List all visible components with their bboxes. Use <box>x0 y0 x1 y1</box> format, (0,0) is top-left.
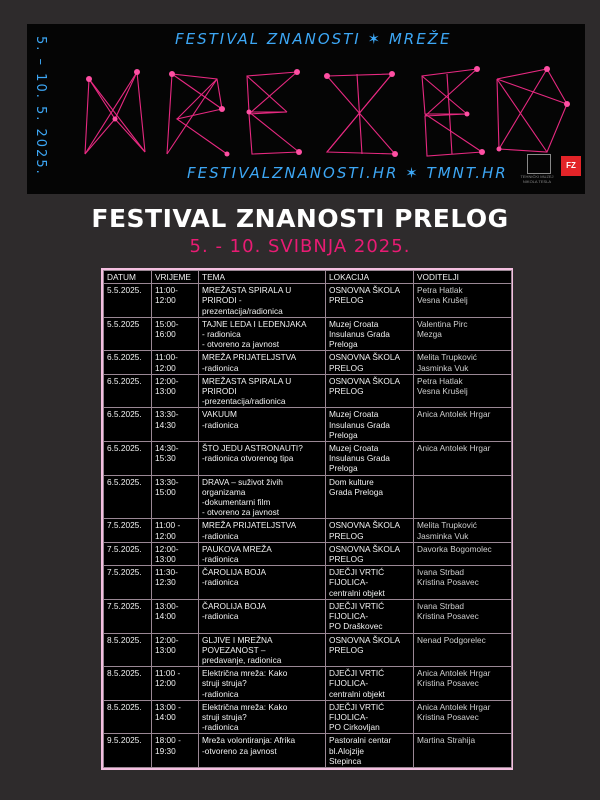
table-row <box>104 700 512 734</box>
cell-lokacija: Muzej Croata Insulanus Grada Preloga <box>326 408 414 442</box>
cell-datum: 5.5.2025 <box>104 317 152 351</box>
cell-vrijeme: 13:30- 15:00 <box>152 475 199 519</box>
cell-voditelji: Melita Trupković Jasminka Vuk <box>414 519 512 542</box>
table-row <box>104 734 512 768</box>
cell-vrijeme: 13:00- 14:00 <box>152 599 199 633</box>
cell-voditelji: Davorka Bogomolec <box>414 542 512 565</box>
cell-tema: MREŽASTA SPIRALA U PRIRODI -prezentacija/radionica <box>199 374 326 408</box>
cell-tema: VAKUUM -radionica <box>199 408 326 442</box>
cell-vrijeme: 12:00- 13:00 <box>152 374 199 408</box>
cell-datum: 6.5.2025. <box>104 408 152 442</box>
banner-bottom-text: FESTIVALZNANOSTI.HR ✶ TMNT.HR <box>187 164 508 182</box>
cell-voditelji: Ivana Strbad Kristina Posavec <box>414 566 512 600</box>
cell-lokacija: OSNOVNA ŠKOLA PRELOG <box>326 284 414 318</box>
cell-lokacija: OSNOVNA ŠKOLA PRELOG <box>326 374 414 408</box>
cell-voditelji: Nenad Podgorelec <box>414 633 512 667</box>
table-row <box>104 374 512 408</box>
cell-tema: MREŽASTA SPIRALA U PRIRODI - prezentacija/radionica <box>199 284 326 318</box>
header-lokacija: LOKACIJA <box>326 271 414 284</box>
cell-tema: ŠTO JEDU ASTRONAUTI? -radionica otvorenog tipa <box>199 442 326 476</box>
cell-tema: PAUKOVA MREŽA -radionica <box>199 542 326 565</box>
cell-datum: 6.5.2025. <box>104 442 152 476</box>
festival-logo-icon: FZ <box>561 156 581 176</box>
cell-vrijeme: 12:00- 13:00 <box>152 633 199 667</box>
cell-tema: Mreža volontiranja: Afrika -otvoreno za javnost <box>199 734 326 768</box>
cell-lokacija: OSNOVNA ŠKOLA PRELOG <box>326 519 414 542</box>
cell-voditelji: Petra Hatlak Vesna Krušelj <box>414 374 512 408</box>
page-subtitle: 5. - 10. SVIBNJA 2025. <box>189 236 411 257</box>
table-row <box>104 351 512 374</box>
festival-banner <box>27 24 585 194</box>
table-header-row <box>104 271 512 284</box>
cell-datum: 6.5.2025. <box>104 351 152 374</box>
cell-vrijeme: 18:00 - 19:30 <box>152 734 199 768</box>
cell-voditelji: Melita Trupković Jasminka Vuk <box>414 351 512 374</box>
cell-voditelji: Petra Hatlak Vesna Krušelj <box>414 284 512 318</box>
cell-datum: 8.5.2025. <box>104 633 152 667</box>
cell-voditelji: Anica Antolek Hrgar Kristina Posavec <box>414 700 512 734</box>
cell-vrijeme: 11:00- 12:00 <box>152 351 199 374</box>
cell-voditelji: Martina Strahija <box>414 734 512 768</box>
cell-vrijeme: 11:00 - 12:00 <box>152 667 199 701</box>
cell-lokacija: Muzej Croata Insulanus Grada Preloga <box>326 317 414 351</box>
cell-tema: Električna mreža: Kako struji struja? -radionica <box>199 667 326 701</box>
table-row <box>104 317 512 351</box>
cell-tema: MREŽA PRIJATELJSTVA -radionica <box>199 351 326 374</box>
cell-lokacija: DJEČJI VRTIĆ FIJOLICA- PO Cirkovljan <box>326 700 414 734</box>
cell-datum: 8.5.2025. <box>104 667 152 701</box>
table-row <box>104 633 512 667</box>
cell-tema: ČAROLIJA BOJA -radionica <box>199 566 326 600</box>
header-tema: TEMA <box>199 271 326 284</box>
header-datum: DATUM <box>104 271 152 284</box>
cell-lokacija: OSNOVNA ŠKOLA PRELOG <box>326 351 414 374</box>
cell-lokacija: DJEČJI VRTIĆ FIJOLICA- centralni objekt <box>326 566 414 600</box>
museum-logo-text: TEHNIČKI MUZEJ NIKOLA TESLA <box>520 174 554 184</box>
cell-vrijeme: 13:00 - 14:00 <box>152 700 199 734</box>
cell-voditelji: Anica Antolek Hrgar <box>414 408 512 442</box>
cell-tema: DRAVA – suživot živih organizama -dokumentarni film - otvoreno za javnost <box>199 475 326 519</box>
cell-vrijeme: 11:30- 12:30 <box>152 566 199 600</box>
cell-voditelji: Anica Antolek Hrgar Kristina Posavec <box>414 667 512 701</box>
cell-datum: 6.5.2025. <box>104 475 152 519</box>
header-voditelji: VODITELJI <box>414 271 512 284</box>
banner-side-date: 5. – 10. 5. 2025. <box>33 36 48 176</box>
table-row <box>104 542 512 565</box>
cell-tema: Električna mreža: Kako struji struja? -radionica <box>199 700 326 734</box>
table-row <box>104 566 512 600</box>
cell-lokacija: DJEČJI VRTIĆ FIJOLICA- PO Draškovec <box>326 599 414 633</box>
cell-voditelji: Ivana Strbad Kristina Posavec <box>414 599 512 633</box>
cell-datum: 7.5.2025. <box>104 599 152 633</box>
cell-tema: MREŽA PRIJATELJSTVA -radionica <box>199 519 326 542</box>
table-row <box>104 599 512 633</box>
cell-datum: 7.5.2025. <box>104 519 152 542</box>
cell-lokacija: Pastoralni centar bl.Alojzije Stepinca <box>326 734 414 768</box>
cell-vrijeme: 13:30- 14:30 <box>152 408 199 442</box>
schedule-table <box>103 270 512 768</box>
cell-vrijeme: 14:30- 15:30 <box>152 442 199 476</box>
cell-datum: 8.5.2025. <box>104 700 152 734</box>
cell-datum: 6.5.2025. <box>104 374 152 408</box>
schedule-table-frame <box>101 268 513 770</box>
table-row <box>104 284 512 318</box>
table-row <box>104 475 512 519</box>
table-row <box>104 667 512 701</box>
schedule-body <box>104 284 512 768</box>
page-title: FESTIVAL ZNANOSTI PRELOG <box>91 204 509 233</box>
cell-lokacija: Dom kulture Grada Preloga <box>326 475 414 519</box>
cell-voditelji: Anica Antolek Hrgar <box>414 442 512 476</box>
table-row <box>104 442 512 476</box>
cell-vrijeme: 12:00- 13:00 <box>152 542 199 565</box>
cell-lokacija: OSNOVNA ŠKOLA PRELOG <box>326 542 414 565</box>
cell-lokacija: OSNOVNA ŠKOLA PRELOG <box>326 633 414 667</box>
cell-datum: 7.5.2025. <box>104 566 152 600</box>
cell-vrijeme: 11:00 - 12:00 <box>152 519 199 542</box>
cell-tema: ČAROLIJA BOJA -radionica <box>199 599 326 633</box>
museum-logo-icon <box>527 154 551 174</box>
cell-tema: TAJNE LEDA I LEDENJAKA - radionica - otvoreno za javnost <box>199 317 326 351</box>
banner-top-text: FESTIVAL ZNANOSTI ✶ MREŽE <box>175 30 452 48</box>
table-row <box>104 519 512 542</box>
cell-datum: 5.5.2025. <box>104 284 152 318</box>
header-vrijeme: VRIJEME <box>152 271 199 284</box>
cell-datum: 7.5.2025. <box>104 542 152 565</box>
cell-vrijeme: 15:00- 16:00 <box>152 317 199 351</box>
cell-lokacija: Muzej Croata Insulanus Grada Preloga <box>326 442 414 476</box>
cell-datum: 9.5.2025. <box>104 734 152 768</box>
table-row <box>104 408 512 442</box>
cell-voditelji <box>414 475 512 519</box>
cell-tema: GLJIVE I MREŽNA POVEZANOST – predavanje, radionica <box>199 633 326 667</box>
cell-vrijeme: 11:00- 12:00 <box>152 284 199 318</box>
cell-voditelji: Valentina Pirc Mezga <box>414 317 512 351</box>
cell-lokacija: DJEČJI VRTIĆ FIJOLICA- centralni objekt <box>326 667 414 701</box>
